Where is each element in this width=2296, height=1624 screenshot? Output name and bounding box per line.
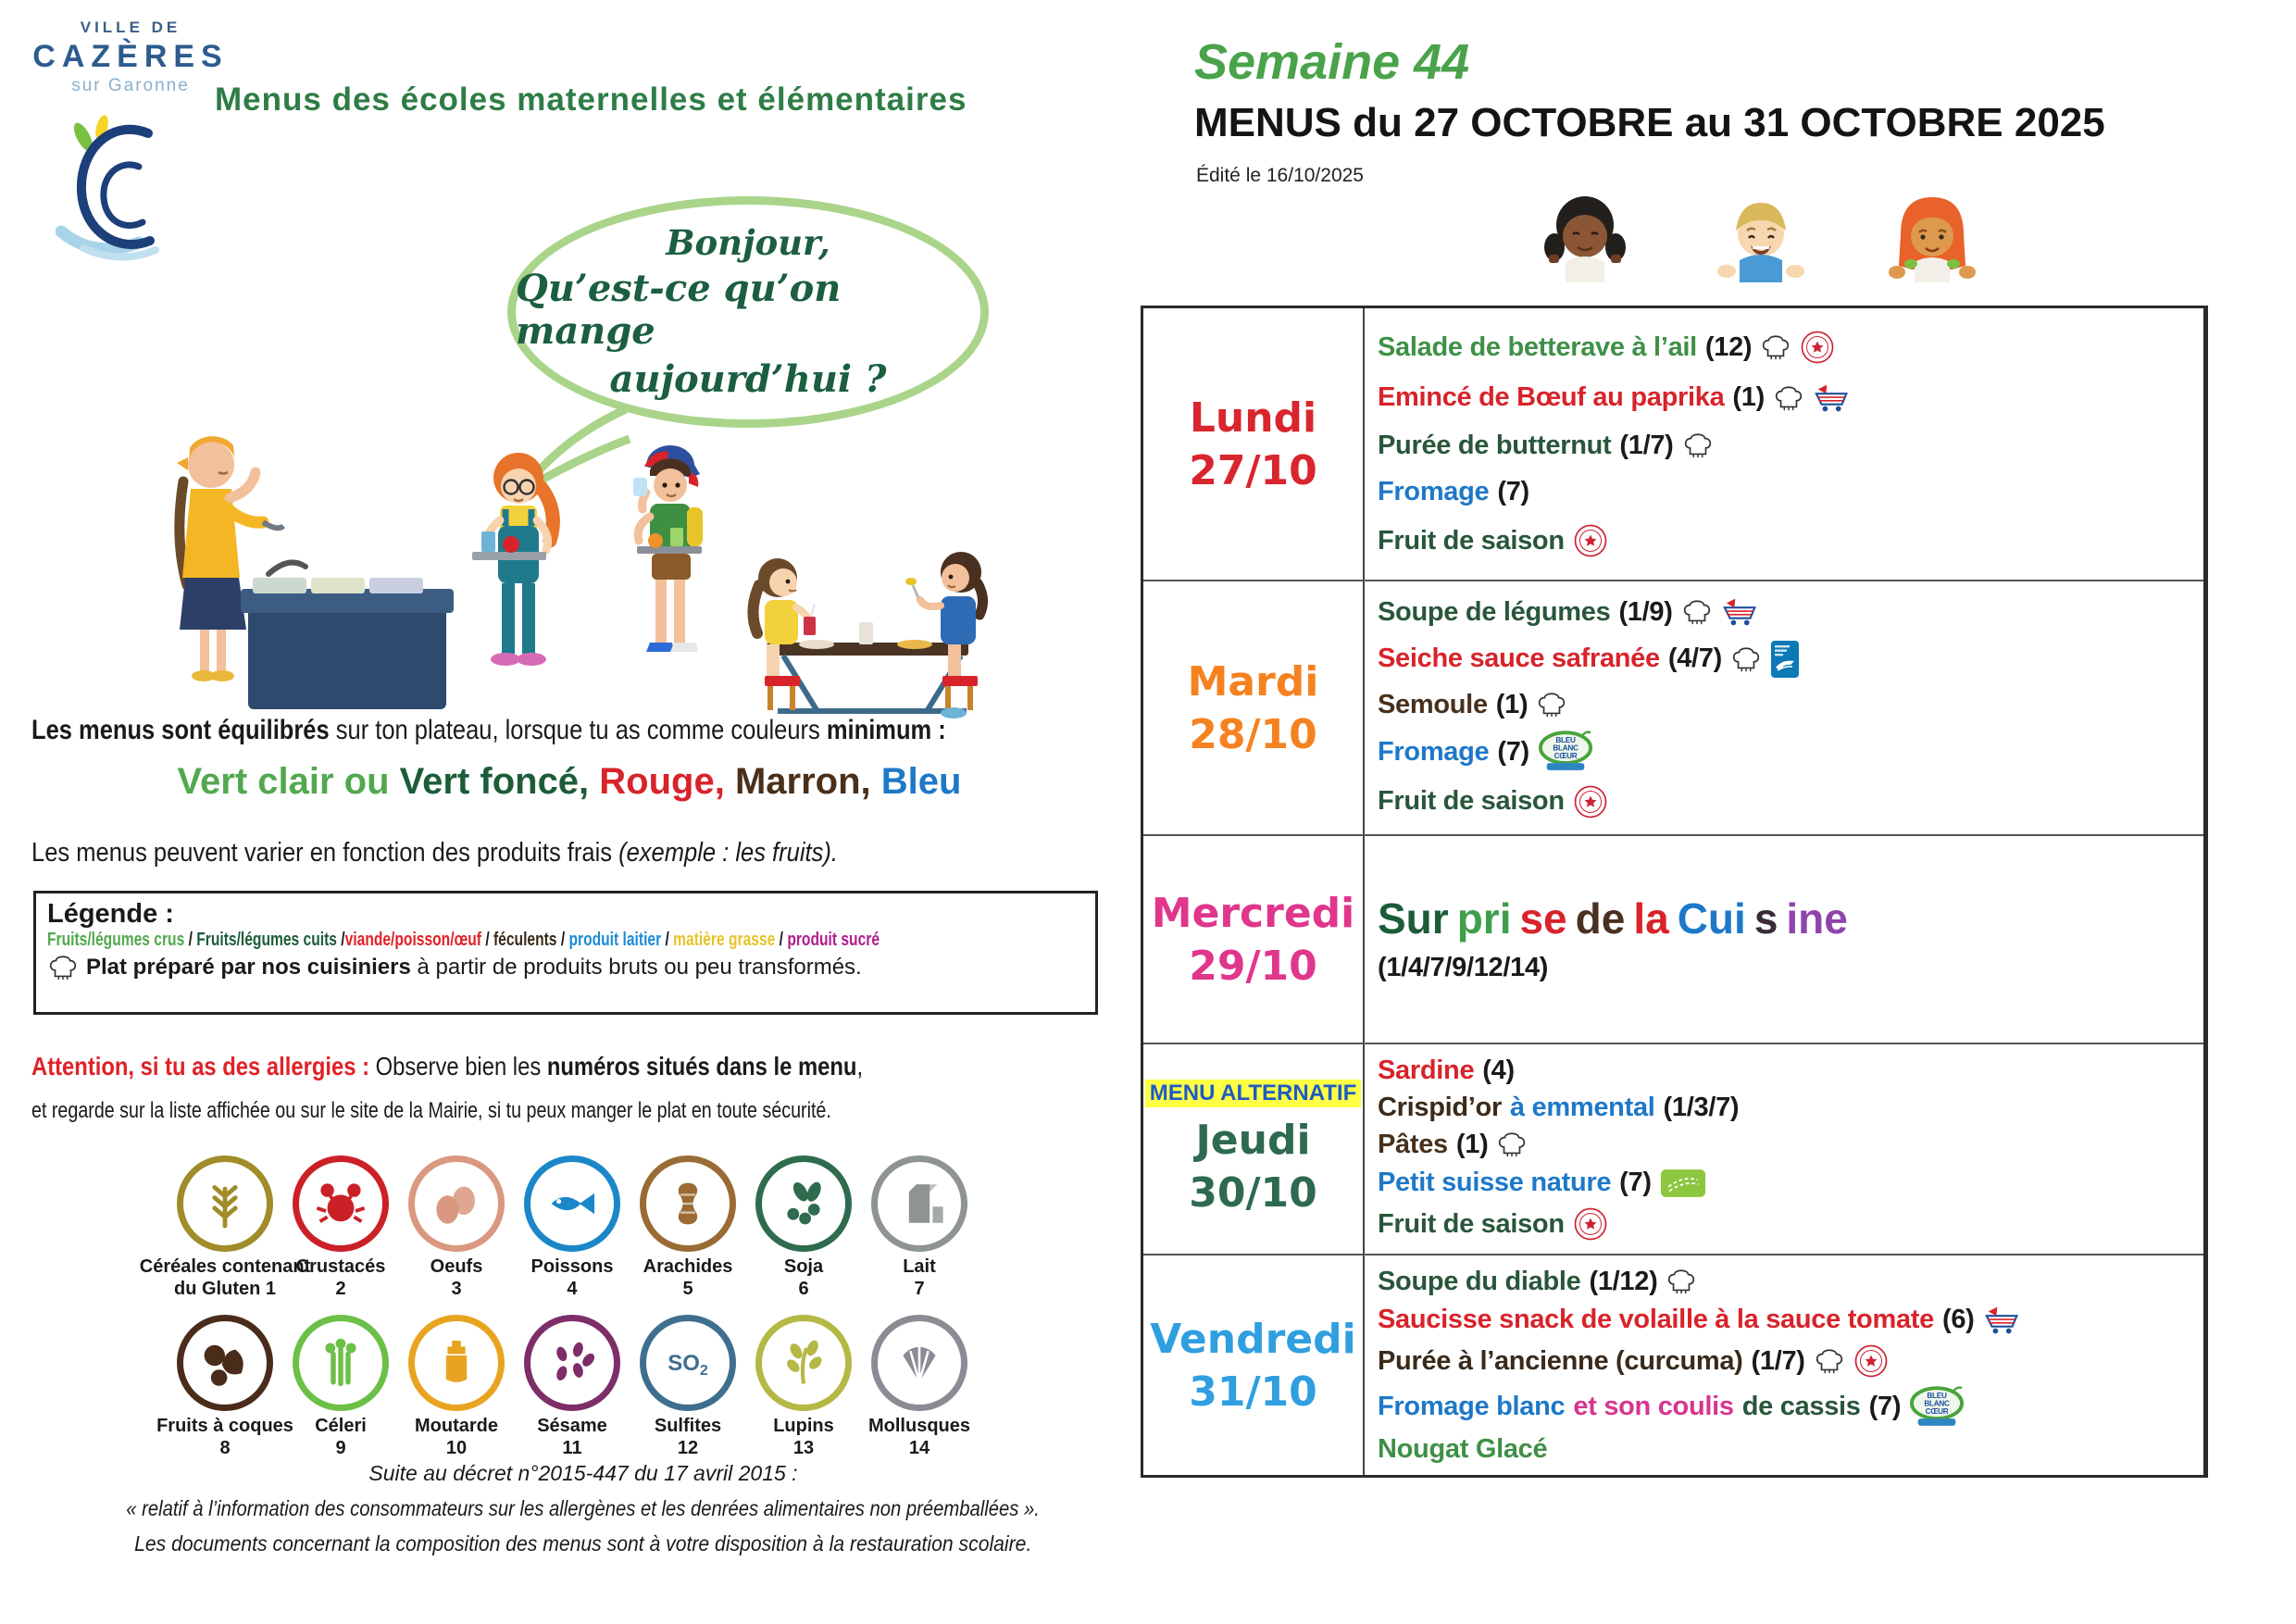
dish-text: (7) bbox=[1497, 736, 1529, 767]
allergen-label: Sésame 11 bbox=[537, 1416, 607, 1458]
allergen-item bbox=[863, 1156, 976, 1300]
menu-row-jeudi bbox=[1143, 1044, 2203, 1255]
menu-item bbox=[1378, 523, 2200, 558]
dish-text: (4/7) bbox=[1667, 643, 1722, 674]
dish-text: Soupe de légumes bbox=[1378, 597, 1611, 628]
allergen-label: Mollusques 14 bbox=[867, 1416, 970, 1458]
stamp-red-icon bbox=[1573, 523, 1608, 558]
logo-line-1: VILLE DE bbox=[80, 19, 181, 36]
cart-icon bbox=[1813, 382, 1853, 414]
stamp-red-icon bbox=[1573, 784, 1608, 819]
menu-item bbox=[1378, 954, 2200, 981]
day-name: Mercredi bbox=[1151, 889, 1355, 937]
lupin-icon bbox=[755, 1315, 852, 1411]
text-part: sur ton plateau, lorsque tu as comme couleurs bbox=[329, 715, 827, 745]
child-avatar-2 bbox=[1708, 190, 1815, 287]
day-date: 29/10 bbox=[1189, 942, 1317, 990]
wheat-icon bbox=[177, 1156, 273, 1252]
allergen-item bbox=[400, 1315, 513, 1459]
text-part: Plat préparé par nos cuisiniers bbox=[86, 955, 411, 980]
dish-text: Salade de betterave à l’ail bbox=[1378, 331, 1697, 362]
menu-item bbox=[1378, 1386, 2200, 1428]
allergen-item bbox=[284, 1156, 397, 1300]
allergen-item bbox=[863, 1315, 976, 1459]
text-part: , bbox=[856, 1052, 864, 1081]
bbc-icon bbox=[1538, 731, 1593, 772]
dish-text: (1/7) bbox=[1751, 1345, 1805, 1376]
text-part: (exemple : les fruits). bbox=[618, 838, 838, 868]
dish-text: (1/7) bbox=[1619, 431, 1674, 461]
dish-text: (4) bbox=[1482, 1056, 1515, 1086]
day-cell-vendredi bbox=[1143, 1255, 1365, 1475]
text-part: / bbox=[184, 930, 197, 950]
text-part: numéros situés dans le menu bbox=[546, 1052, 857, 1081]
menu-item bbox=[1378, 731, 2200, 772]
chef-hat-icon bbox=[1536, 690, 1567, 719]
menu-item bbox=[1378, 596, 2200, 628]
allergen-label: Lait 7 bbox=[903, 1256, 936, 1299]
svg-text:CŒUR: CŒUR bbox=[1554, 752, 1578, 761]
mustard-icon bbox=[408, 1315, 505, 1411]
text-part: Observe bien les bbox=[375, 1052, 547, 1081]
dish-text: (1) bbox=[1495, 689, 1529, 719]
day-date: 28/10 bbox=[1189, 710, 1317, 758]
text-part: minimum bbox=[826, 715, 932, 745]
allergen-label: Fruits à coques 8 bbox=[156, 1416, 293, 1458]
dish-text: Fromage blanc bbox=[1378, 1392, 1566, 1422]
menu-item bbox=[1378, 1130, 2200, 1159]
intro-line-2 bbox=[31, 838, 948, 868]
menu-item bbox=[1378, 382, 2200, 414]
chef-hat-icon bbox=[1681, 597, 1713, 627]
dish-text: Fromage bbox=[1378, 736, 1490, 767]
menu-item bbox=[1378, 1343, 2200, 1379]
dish-text: pri bbox=[1456, 894, 1512, 943]
allergen-label: Moutarde 10 bbox=[415, 1416, 498, 1458]
nuts-icon bbox=[177, 1315, 273, 1411]
text-part: : bbox=[931, 715, 946, 745]
child-avatar-3 bbox=[1879, 190, 1986, 287]
menu-item bbox=[1378, 896, 2200, 941]
chef-hat-icon bbox=[47, 953, 79, 982]
msc-icon bbox=[1770, 640, 1800, 679]
city-logo-icon bbox=[56, 109, 194, 281]
dish-text: Fruit de saison bbox=[1378, 786, 1565, 817]
crab-icon bbox=[293, 1156, 389, 1252]
egg-icon bbox=[408, 1156, 505, 1252]
menu-item bbox=[1378, 1206, 2200, 1242]
allergen-label: Céleri 9 bbox=[315, 1416, 367, 1458]
legend-title: Légende : bbox=[47, 899, 174, 929]
text-part: / bbox=[336, 930, 345, 950]
day-name: Jeudi bbox=[1195, 1117, 1311, 1164]
text-part: viande/poisson/œuf bbox=[344, 930, 481, 950]
sulfites-icon bbox=[640, 1315, 736, 1411]
decree-line-1: Suite au décret n°2015-447 du 17 avril 2015 : bbox=[368, 1461, 798, 1485]
dish-text: (1) bbox=[1455, 1130, 1489, 1160]
text-part: Les menus peuvent varier en fonction des produits frais bbox=[31, 838, 619, 868]
allergen-label: Soja 6 bbox=[783, 1256, 824, 1299]
dish-text: (1/12) bbox=[1589, 1267, 1658, 1297]
menu-row-lundi bbox=[1143, 308, 2203, 581]
allergen-label: Céréales contenant du Gluten 1 bbox=[139, 1256, 311, 1299]
text-part: produit sucré bbox=[787, 930, 880, 950]
svg-text:BLANC: BLANC bbox=[1553, 743, 1578, 753]
chef-hat-icon bbox=[1496, 1130, 1528, 1159]
dish-text: Fruit de saison bbox=[1378, 525, 1565, 556]
dish-text: (7) bbox=[1619, 1168, 1652, 1198]
legend-categories bbox=[47, 930, 880, 951]
allergen-grid bbox=[139, 1156, 976, 1459]
dish-text: Nougat Glacé bbox=[1378, 1434, 1548, 1465]
text-part: matière grasse bbox=[673, 930, 776, 950]
cafeteria-illustration bbox=[130, 369, 1000, 725]
legend-box bbox=[33, 891, 1098, 1015]
svg-text:SO2: $SO_2$ bbox=[668, 1351, 708, 1379]
menu-row-vendredi bbox=[1143, 1255, 2203, 1475]
allergen-item bbox=[284, 1315, 397, 1459]
day-date: 31/10 bbox=[1189, 1368, 1317, 1416]
chef-hat-icon bbox=[1730, 644, 1762, 674]
text-part: Vert clair ou bbox=[177, 761, 400, 802]
text-part: Attention, si tu as des allergies : bbox=[31, 1052, 376, 1081]
dish-text: (1/3/7) bbox=[1663, 1092, 1740, 1122]
menu-items-jeudi bbox=[1365, 1044, 2203, 1254]
dish-text: Sardine bbox=[1378, 1056, 1475, 1086]
dish-text: Pâtes bbox=[1378, 1130, 1448, 1160]
day-date: 27/10 bbox=[1189, 446, 1317, 494]
fish-icon bbox=[524, 1156, 620, 1252]
cart-icon bbox=[1983, 1305, 2024, 1336]
svg-text:CŒUR: CŒUR bbox=[1925, 1407, 1949, 1417]
stamp-red-icon bbox=[1573, 1206, 1608, 1242]
dish-text: de cassis bbox=[1741, 1392, 1861, 1422]
text-part: / bbox=[480, 930, 493, 950]
allergen-item bbox=[631, 1156, 744, 1300]
day-name: Lundi bbox=[1189, 394, 1317, 442]
dish-text: Cui bbox=[1677, 894, 1746, 943]
allergen-item bbox=[516, 1156, 629, 1300]
day-cell-mardi bbox=[1143, 581, 1365, 834]
allergen-item bbox=[156, 1315, 293, 1459]
colors-line bbox=[0, 761, 1139, 803]
dish-text: Seiche sauce safranée bbox=[1378, 643, 1660, 674]
stamp-red-icon bbox=[1800, 330, 1835, 365]
menu-item bbox=[1378, 640, 2200, 679]
edited-date-label: Édité le 16/10/2025 bbox=[1196, 165, 1364, 186]
stamp-red-icon bbox=[1853, 1343, 1889, 1379]
dish-text: à emmental bbox=[1509, 1092, 1655, 1122]
dish-text: Crispid’or bbox=[1378, 1092, 1502, 1122]
allergen-item bbox=[747, 1315, 860, 1459]
menu-items-mardi bbox=[1365, 581, 2203, 834]
soy-icon bbox=[755, 1156, 852, 1252]
menu-item bbox=[1378, 1305, 2200, 1336]
allergen-item bbox=[516, 1315, 629, 1459]
day-cell-mercredi bbox=[1143, 836, 1365, 1043]
svg-text:BLEU: BLEU bbox=[1927, 1391, 1947, 1400]
attention-line-1 bbox=[31, 1052, 1010, 1081]
mollusc-icon bbox=[871, 1315, 967, 1411]
day-date: 30/10 bbox=[1189, 1169, 1317, 1217]
dish-text: Petit suisse nature bbox=[1378, 1168, 1612, 1198]
menu-items-vendredi bbox=[1365, 1255, 2203, 1475]
dish-text: (7) bbox=[1497, 477, 1529, 506]
date-range-title: MENUS du 27 OCTOBRE au 31 OCTOBRE 2025 bbox=[1194, 100, 2105, 145]
intro-line-1 bbox=[31, 715, 1107, 746]
bubble-line-1: Bonjour, bbox=[666, 221, 830, 263]
menu-item bbox=[1378, 1435, 2200, 1463]
allergen-item bbox=[631, 1315, 744, 1459]
menu-row-mercredi bbox=[1143, 836, 2203, 1044]
chef-hat-icon bbox=[1760, 332, 1791, 362]
bbc-icon bbox=[1909, 1386, 1965, 1428]
dish-text: Fruit de saison bbox=[1378, 1208, 1565, 1239]
day-cell-jeudi bbox=[1143, 1044, 1365, 1254]
allergen-item bbox=[400, 1156, 513, 1300]
text-part: / bbox=[556, 930, 569, 950]
menu-item bbox=[1378, 1056, 2200, 1084]
cart-icon bbox=[1721, 596, 1762, 628]
dish-text: de bbox=[1575, 894, 1626, 943]
text-part: Fruits/légumes crus bbox=[47, 930, 185, 950]
dish-text: (6) bbox=[1941, 1305, 1975, 1335]
dish-text: Soupe du diable bbox=[1378, 1267, 1581, 1297]
text-part: / bbox=[661, 930, 674, 950]
child-avatar-1 bbox=[1532, 190, 1639, 287]
menu-row-mardi bbox=[1143, 581, 2203, 836]
attention-line-2: et regarde sur la liste affichée ou sur le site de la Mairie, si tu peux manger le plat en toute sécurité. bbox=[31, 1098, 831, 1123]
text-part: Rouge, bbox=[589, 761, 725, 802]
dish-text: (1/9) bbox=[1618, 597, 1673, 628]
menu-item bbox=[1378, 431, 2200, 460]
dish-text: Fromage bbox=[1378, 477, 1490, 506]
text-part: Marron, bbox=[724, 761, 871, 802]
svg-text:BLANC: BLANC bbox=[1924, 1399, 1950, 1408]
dish-text: et son coulis bbox=[1573, 1392, 1734, 1422]
text-part: Vert foncé, bbox=[399, 761, 590, 802]
text-part: produit laitier bbox=[568, 930, 662, 950]
dish-text: Purée de butternut bbox=[1378, 431, 1612, 461]
menu-item bbox=[1378, 1267, 2200, 1296]
legend-note bbox=[47, 953, 1084, 982]
day-name: Vendredi bbox=[1150, 1315, 1356, 1363]
menu-item bbox=[1378, 784, 2200, 819]
dish-text: (1/4/7/9/12/14) bbox=[1378, 953, 1549, 983]
dish-text: (1) bbox=[1732, 382, 1765, 413]
menu-item bbox=[1378, 1168, 2200, 1198]
dish-text: (12) bbox=[1704, 331, 1753, 362]
menu-items-lundi bbox=[1365, 308, 2203, 580]
svg-text:BLEU: BLEU bbox=[1555, 736, 1576, 745]
alternative-menu-badge: MENU ALTERNATIF bbox=[1145, 1080, 1362, 1107]
dish-text: s bbox=[1753, 894, 1778, 943]
allergen-label: Poissons 4 bbox=[530, 1256, 614, 1299]
dish-text: ine bbox=[1786, 894, 1848, 943]
menu-table bbox=[1141, 306, 2208, 1478]
dish-text: Purée à l’ancienne (curcuma) bbox=[1378, 1345, 1743, 1376]
dish-text: Saucisse snack de volaille à la sauce tomate bbox=[1378, 1305, 1934, 1335]
bio-icon bbox=[1660, 1168, 1706, 1198]
dish-text: Sur bbox=[1378, 894, 1449, 943]
day-cell-lundi bbox=[1143, 308, 1365, 580]
week-label: Semaine 44 bbox=[1194, 34, 1470, 90]
day-name: Mardi bbox=[1187, 657, 1319, 706]
menu-item bbox=[1378, 1093, 2200, 1121]
milk-icon bbox=[871, 1156, 967, 1252]
chef-hat-icon bbox=[1666, 1267, 1697, 1296]
text-part: Bleu bbox=[870, 761, 962, 802]
bubble-line-2: Qu’est-ce qu’on mange bbox=[516, 267, 842, 354]
celery-icon bbox=[293, 1315, 389, 1411]
chef-hat-icon bbox=[1773, 383, 1804, 413]
decree-line-2: « relatif à l’information des consommateurs sur les allergènes et les denrées alimentaires non préemballées ». bbox=[126, 1496, 1041, 1520]
text-part: Fruits/légumes cuits bbox=[196, 930, 337, 950]
logo-line-2: CAZÈRES bbox=[32, 39, 229, 74]
text-part: féculents bbox=[493, 930, 557, 950]
bubble-line-3: aujourd’hui ? bbox=[609, 357, 887, 402]
chef-hat-icon bbox=[1682, 431, 1714, 460]
allergen-label: Crustacés 2 bbox=[295, 1256, 386, 1299]
city-logo-text bbox=[24, 19, 237, 96]
dish-text: se bbox=[1519, 894, 1567, 943]
dish-text: Emincé de Bœuf au paprika bbox=[1378, 382, 1725, 413]
text-part: à partir de produits bruts ou peu transformés. bbox=[410, 955, 862, 980]
allergen-item bbox=[139, 1156, 311, 1300]
allergen-label: Arachides 5 bbox=[643, 1256, 733, 1299]
dish-text: la bbox=[1633, 894, 1669, 943]
allergen-label: Oeufs 3 bbox=[430, 1256, 483, 1299]
menu-item bbox=[1378, 478, 2200, 506]
decree-line-3: Les documents concernant la composition des menus sont à votre disposition à la restauration scolaire. bbox=[134, 1531, 1032, 1555]
dish-text: Semoule bbox=[1378, 689, 1488, 719]
chef-hat-icon bbox=[1814, 1346, 1845, 1376]
peanut-icon bbox=[640, 1156, 736, 1252]
allergen-label: Sulfites 12 bbox=[654, 1416, 722, 1458]
logo-line-3: sur Garonne bbox=[71, 76, 190, 95]
allergen-item bbox=[747, 1156, 860, 1300]
menu-item bbox=[1378, 330, 2200, 365]
text-part: Les menus sont équilibrés bbox=[31, 715, 330, 745]
text-part: / bbox=[775, 930, 788, 950]
menu-item bbox=[1378, 690, 2200, 719]
dish-text: (7) bbox=[1868, 1392, 1902, 1422]
menu-items-mercredi bbox=[1365, 836, 2203, 1043]
page-title: Menus des écoles maternelles et élémentaires bbox=[215, 81, 967, 118]
sesame-icon bbox=[524, 1315, 620, 1411]
allergen-label: Lupins 13 bbox=[773, 1416, 834, 1458]
